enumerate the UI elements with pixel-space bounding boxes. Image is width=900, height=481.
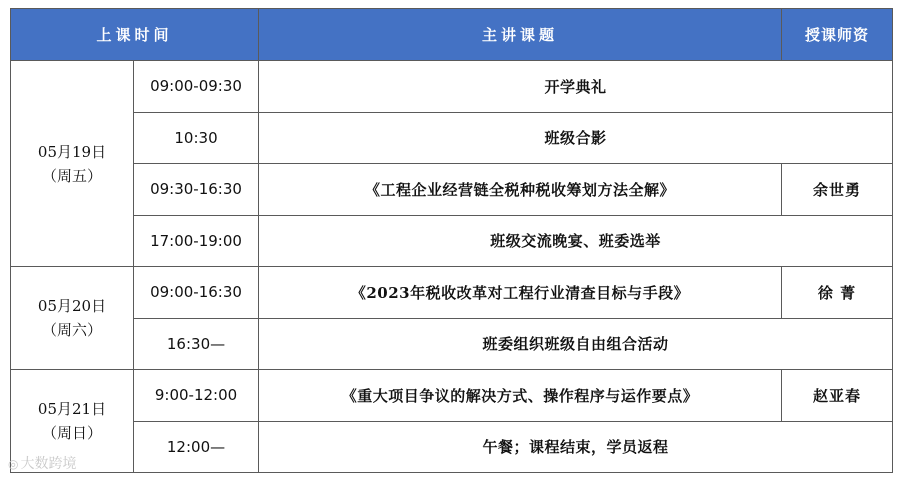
topic-cell: 班级交流晚宴、班委选举 [259, 215, 893, 267]
time-cell: 9:00-12:00 [134, 370, 259, 422]
time-header: 上课时间 [11, 9, 259, 61]
teacher-cell: 余世勇 [782, 164, 893, 216]
table-row [11, 164, 893, 216]
date-cell [11, 61, 134, 267]
time-cell: 16:30— [134, 318, 259, 370]
table-row [11, 318, 893, 370]
table-row [11, 267, 893, 319]
header-row [11, 9, 893, 61]
time-cell: 12:00— [134, 421, 259, 473]
camera-lens-icon: ◎ [8, 457, 19, 471]
teacher-cell: 徐 菁 [782, 267, 893, 319]
schedule-table [10, 8, 893, 473]
watermark-text: 大数跨境 [20, 456, 77, 472]
table-row [11, 370, 893, 422]
topic-header: 主讲课题 [259, 9, 782, 61]
topic-cell: 《2023年税收改革对工程行业清查目标与手段》 [259, 267, 782, 319]
watermark [8, 453, 76, 473]
date-label: 05月21日 [37, 400, 107, 418]
topic-cell: 开学典礼 [259, 61, 893, 113]
weekday-label: （周六） [41, 321, 102, 339]
time-cell: 09:30-16:30 [134, 164, 259, 216]
teacher-header: 授课师资 [782, 9, 893, 61]
topic-cell: 《工程企业经营链全税种税收筹划方法全解》 [259, 164, 782, 216]
teacher-cell: 赵亚春 [782, 370, 893, 422]
time-cell: 10:30 [134, 112, 259, 164]
topic-cell: 班级合影 [259, 112, 893, 164]
table-row [11, 61, 893, 113]
topic-cell: 午餐；课程结束，学员返程 [259, 421, 893, 473]
table-row [11, 215, 893, 267]
table-row [11, 112, 893, 164]
time-cell: 09:00-16:30 [134, 267, 259, 319]
date-cell [11, 267, 134, 370]
time-cell: 17:00-19:00 [134, 215, 259, 267]
date-label: 05月20日 [37, 297, 107, 315]
topic-cell: 《重大项目争议的解决方式、操作程序与运作要点》 [259, 370, 782, 422]
date-label: 05月19日 [37, 142, 107, 161]
weekday-label: （周日） [41, 424, 102, 442]
table-row [11, 421, 893, 473]
time-cell: 09:00-09:30 [134, 61, 259, 113]
topic-cell: 班委组织班级自由组合活动 [259, 318, 893, 370]
weekday-label: （周五） [41, 166, 102, 185]
